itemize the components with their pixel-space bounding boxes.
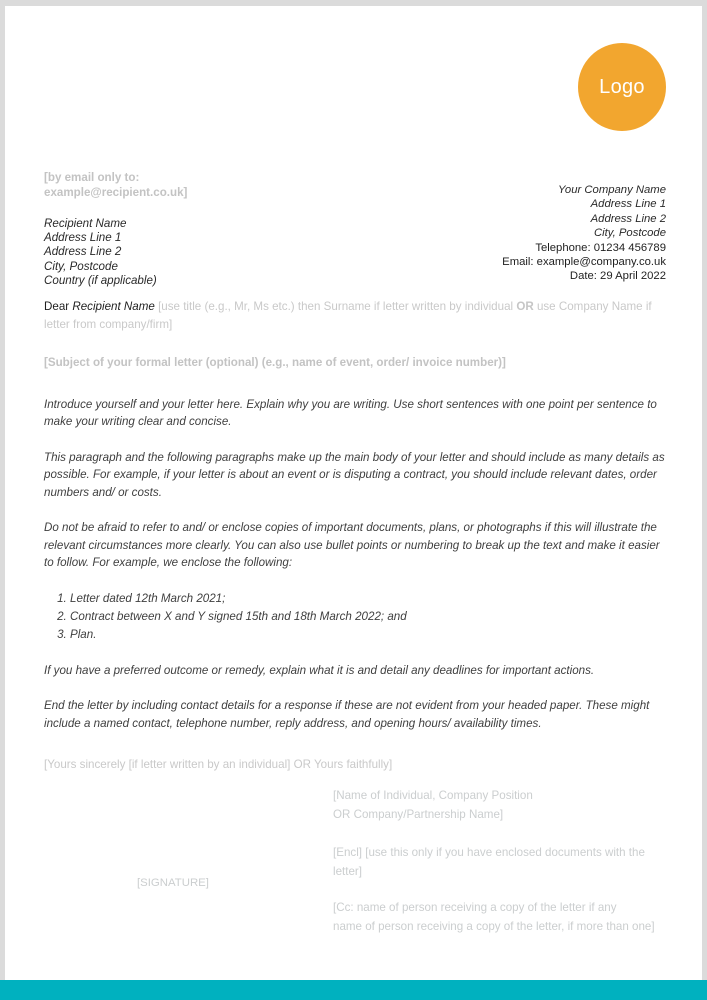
- salutation-greeting: Dear: [44, 300, 73, 313]
- body-paragraph-3: Do not be afraid to refer to and/ or enclose copies of important documents, plans, or photographs if this will illustrate the relevant circumstances more clearly. You can also use bullet points or numbering to break up the text and make it easier to follow. For example, we enclose the following:: [44, 521, 660, 569]
- signatory-name-line2: OR Company/Partnership Name]: [333, 808, 504, 821]
- delivery-method-line1: [by email only to:: [44, 171, 140, 184]
- signatory-name-placeholder: [333, 786, 667, 824]
- logo-label: Logo: [599, 75, 645, 98]
- footer-accent-bar: [0, 980, 707, 1000]
- sender-address-block: [502, 183, 666, 284]
- company-telephone: Telephone: 01234 456789: [535, 241, 666, 254]
- closing-details-column: [333, 786, 667, 955]
- cc-placeholder: [333, 898, 667, 936]
- cc-line1: [Cc: name of person receiving a copy of the letter if any: [333, 901, 617, 914]
- sign-off-placeholder: [Yours sincerely [if letter written by an individual] OR Yours faithfully]: [44, 758, 393, 771]
- delivery-method-placeholder: [44, 170, 234, 200]
- signatory-name-line1: [Name of Individual, Company Position: [333, 789, 533, 802]
- company-email: Email: example@company.co.uk: [502, 256, 666, 269]
- recipient-address-line2: Address Line 2: [44, 245, 122, 259]
- company-address-line1: Address Line 1: [590, 198, 666, 211]
- page-border-left: [0, 0, 5, 980]
- body-paragraph-5: End the letter by including contact details for a response if these are not evident from your headed paper. These might include a named contact, telephone number, reply address, and opening hours/ availability times.: [44, 699, 650, 730]
- enclosure-list-item-2: 2. Contract between X and Y signed 15th and 18th March 2022; and: [70, 608, 666, 626]
- recipient-city-postcode: City, Postcode: [44, 259, 118, 273]
- salutation-hint-part2: use Company Name if letter from company/firm]: [44, 300, 652, 331]
- enclosure-list-item-3: 3. Plan.: [70, 626, 666, 644]
- salutation-recipient-name: Recipient Name: [72, 300, 155, 313]
- body-paragraph-2: This paragraph and the following paragraphs make up the main body of your letter and should include as many details as possible. For example, if your letter is about an event or is disputing a contract, you should include relevant dates, order numbers and/ or costs.: [44, 450, 665, 499]
- delivery-method-line2: example@recipient.co.uk]: [44, 186, 188, 199]
- body-paragraph-4: If you have a preferred outcome or remedy, explain what it is and detail any deadlines for important actions.: [44, 663, 595, 677]
- company-name: Your Company Name: [558, 184, 666, 196]
- page-border-top: [0, 0, 707, 6]
- signature-placeholder: [SIGNATURE]: [137, 877, 209, 889]
- body-paragraph-1: Introduce yourself and your letter here. Explain why you are writing. Use short sentences with one point per sentence to make your writing clear and concise.: [44, 397, 657, 428]
- company-city-postcode: City, Postcode: [594, 227, 666, 240]
- letter-body: [44, 298, 666, 774]
- enclosure-list-item-1: 1. Letter dated 12th March 2021;: [70, 590, 666, 608]
- recipient-address-block: [44, 217, 157, 288]
- enclosure-list: [44, 590, 666, 644]
- salutation-hint-part1: [use title (e.g., Mr, Ms etc.) then Surname if letter written by individual: [154, 300, 517, 313]
- recipient-address-line1: Address Line 1: [44, 231, 122, 245]
- salutation-line: [44, 298, 666, 333]
- enclosure-note-placeholder: [Encl] [use this only if you have enclosed documents with the letter]: [333, 846, 645, 878]
- cc-line2: name of person receiving a copy of the letter, if more than one]: [333, 920, 655, 933]
- recipient-name: Recipient Name: [44, 217, 127, 230]
- letter-date: Date: 29 April 2022: [569, 270, 666, 283]
- page-border-right: [702, 0, 707, 980]
- company-logo-circle: [578, 43, 666, 131]
- company-address-line2: Address Line 2: [590, 212, 666, 225]
- subject-placeholder: [Subject of your formal letter (optional) (e.g., name of event, order/ invoice number)]: [44, 356, 506, 369]
- salutation-hint-or: OR: [516, 300, 534, 313]
- recipient-country: Country (if applicable): [44, 273, 157, 287]
